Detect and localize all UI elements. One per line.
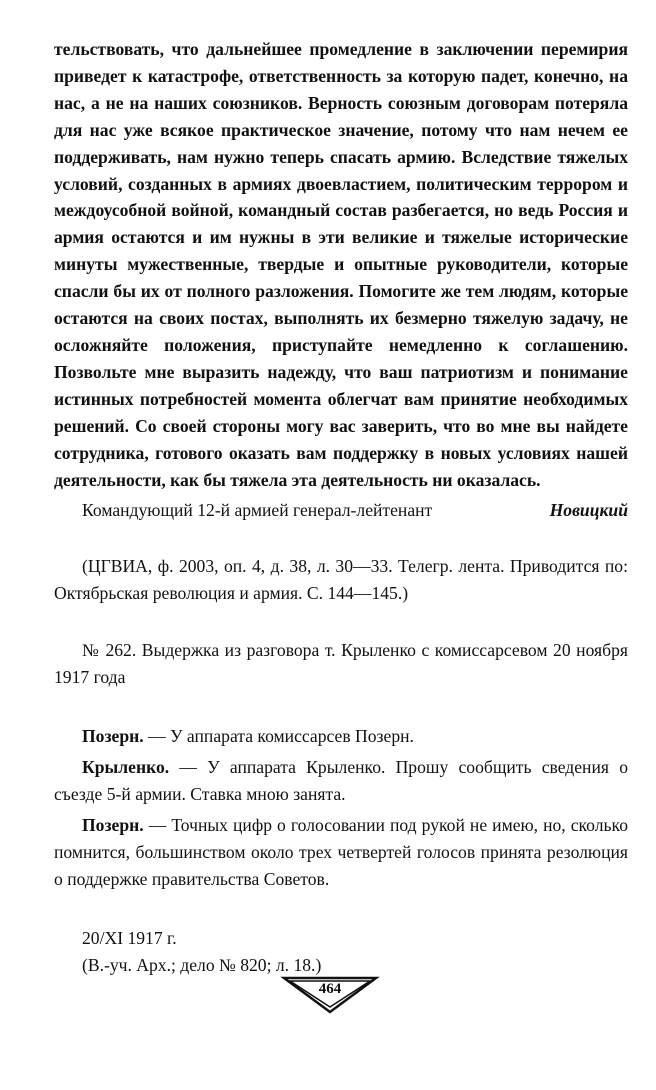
page-number: 464: [318, 981, 342, 997]
signature-title: Командующий 12-й армией генерал-лейтенант: [82, 500, 433, 521]
speaker: Позерн.: [82, 726, 144, 747]
page-number-ornament: [280, 975, 380, 1015]
archive-reference: (В.-уч. Арх.; дело № 820; л. 18.): [82, 955, 322, 976]
dialog-line-0: [54, 723, 628, 750]
dialog-line-2: [54, 812, 628, 893]
page-content: [54, 36, 628, 979]
speech-text: — У аппарата Крыленко. Прошу сообщить сведения о съезде 5-й армии. Ставка мною занята.: [54, 757, 628, 805]
speaker: Крыленко.: [82, 757, 170, 778]
document-date: 20/XI 1917 г.: [82, 928, 177, 949]
speech-text: — У аппарата комиссарсев Позерн.: [143, 726, 414, 747]
document-footer: [54, 925, 628, 979]
dialog-line-1: [54, 754, 628, 808]
speaker: Позерн.: [82, 815, 144, 836]
letter-body: тельствовать, что дальнейшее промедление в заключении перемирия приведет к катастрофе, ответственность за которую падет, конечно, на нас, а не на наших союзников. Верность союзным договорам потеряла для нас уже всякое практическое значение, потому что нам нечем ее поддерживать, нам нужно теперь спасать армию. Вследствие тяжелых условий, созданных в армиях двоевластием, политическим террором и междоусобной войной, командный состав разбегается, но ведь Россия и армия остаются и им нужны в эти великие и тяжелые исторические минуты мужественные, твердые и опытные руководители, которые спасли бы их от полного разложения. Помогите же тем людям, которые остаются на своих постах, выполнять их безмерно тяжелую задачу, не осложняйте положения, приступайте немедленно к соглашению. Позвольте мне выразить надежду, что ваш патриотизм и понимание истинных потребностей момента облегчат вам принятие необходимых решений. Со своей стороны могу вас заверить, что во мне вы найдете сотрудника, готового оказать вам поддержку в новых условиях нашей деятельности, как бы тяжела эта деятельность ни оказалась.: [54, 39, 628, 490]
dialog: [54, 723, 628, 893]
signature-name: Новицкий: [549, 500, 628, 521]
signature-line: [54, 497, 628, 523]
speech-text: — Точных цифр о голосовании под рукой не имею, но, сколько помнится, большинством около трех четвертей голосов принята резолюция о поддержке правительства Советов.: [54, 815, 628, 890]
source-note: (ЦГВИА, ф. 2003, оп. 4, д. 38, л. 30—33. Телегр. лента. Приводится по: Октябрьская революция и армия. С. 144—145.): [54, 556, 628, 604]
document-title: № 262. Выдержка из разговора т. Крыленко с комиссарсевом 20 ноября 1917 года: [54, 640, 628, 688]
